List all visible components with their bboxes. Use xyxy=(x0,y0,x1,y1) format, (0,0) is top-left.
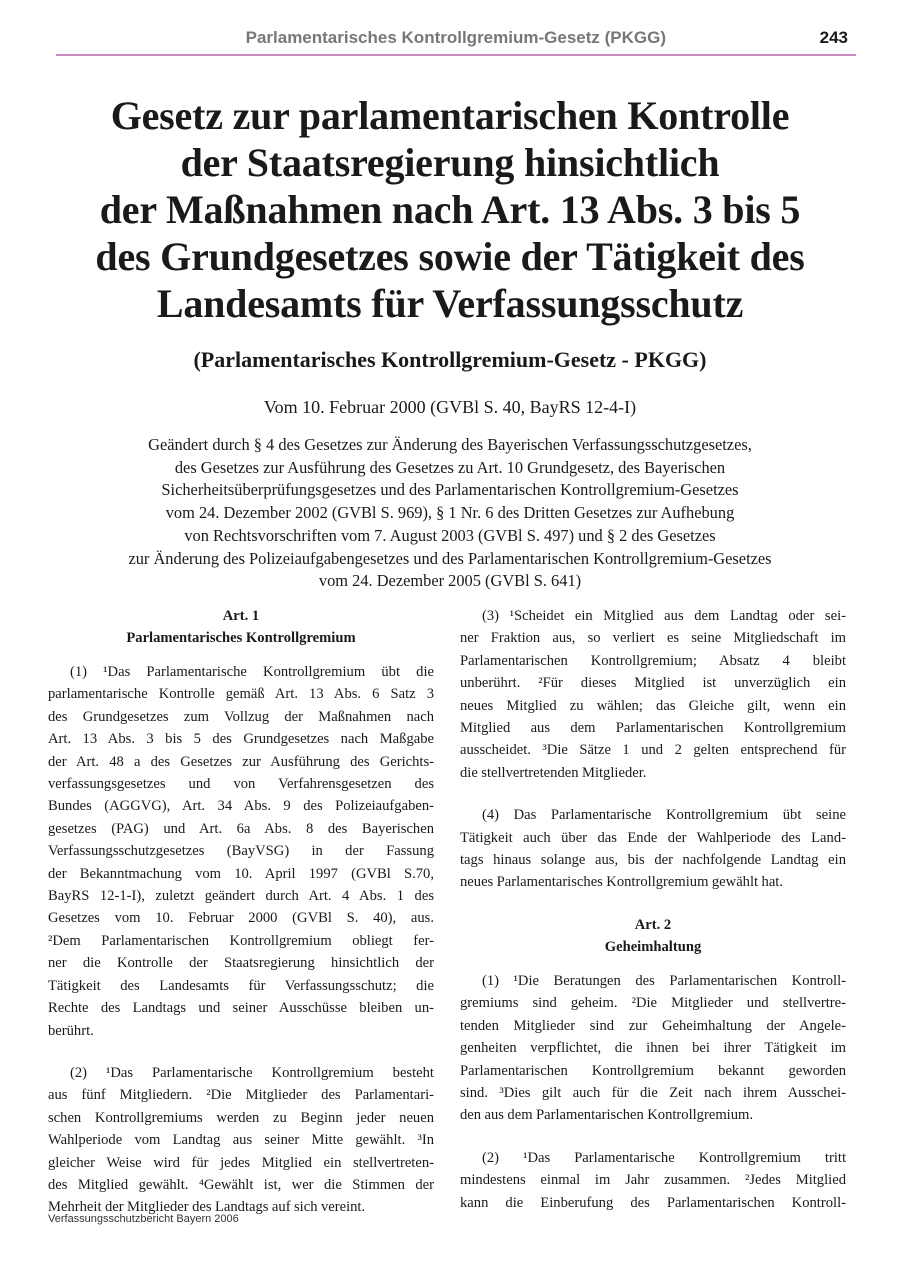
text-line: parlamentarische Kontrolle gemäß Art. 13 Abs. 6 Satz 3 xyxy=(48,686,434,703)
text-line: der Art. 48 a des Gesetzes zur Ausführung des Gerichts- xyxy=(48,753,434,770)
text-line: Verfassungsschutzgesetzes (BayVSG) in der Fassung xyxy=(48,843,434,860)
text-line: ²Dem Parlamentarischen Kontrollgremium obliegt fer- xyxy=(48,932,434,949)
text-line: genheiten verpflichtet, die ihnen bei ihrer Tätigkeit im xyxy=(460,1040,846,1057)
text-line: tenden Mitglieder sind zur Geheimhaltung der Angele- xyxy=(460,1017,846,1034)
title-line: Gesetz zur parlamentarischen Kontrolle xyxy=(110,93,790,138)
text-line: kann die Einberufung des Parlamentarischen Kontroll- xyxy=(460,1194,846,1211)
text-line: Tätigkeit auch über das Ende der Wahlperiode des Land- xyxy=(460,829,846,846)
text-line: neues Parlamentarisches Kontrollgremium gewählt hat. xyxy=(460,874,784,891)
right-column xyxy=(460,605,846,1234)
paragraph xyxy=(460,970,846,1127)
text-line: unberührt. ²Für dieses Mitglied ist unverzüglich ein xyxy=(460,675,846,692)
article-title: Geheimhaltung xyxy=(604,938,702,955)
amendment-line: Geändert durch § 4 des Gesetzes zur Änderung des Bayerischen Verfassungsschutzgesetzes, xyxy=(148,435,752,454)
text-line: Rechte des Landtags und seiner Ausschüsse bleiben un- xyxy=(48,1000,434,1017)
law-short-title: (Parlamentarisches Kontrollgremium-Gesetz - PKGG) xyxy=(193,347,707,372)
amendment-note xyxy=(30,434,870,593)
text-line: Art. 13 Abs. 3 bis 5 des Grundgesetzes nach Maßgabe xyxy=(48,731,434,748)
amendment-line: Sicherheitsüberprüfungsgesetzes und des Parlamentarischen Kontrollgremium-Gesetzes xyxy=(161,480,739,500)
title-line: der Maßnahmen nach Art. 13 Abs. 3 bis 5 xyxy=(99,187,801,232)
page-footer: Verfassungsschutzbericht Bayern 2006 xyxy=(48,1213,239,1225)
text-line: Mitglied aus dem Parlamentarischen Kontrollgremium xyxy=(460,720,846,737)
text-line: aus fünf Mitgliedern. ²Die Mitglieder des Parlamentari- xyxy=(48,1087,434,1104)
text-line: Parlamentarischen Kontrollgremium bekannt geworden xyxy=(460,1062,846,1079)
title-line: der Staatsregierung hinsichtlich xyxy=(180,140,720,185)
paragraph xyxy=(48,1062,434,1219)
text-line: den aus dem Parlamentarischen Kontrollgremium. xyxy=(460,1107,754,1124)
text-line: (3) ¹Scheidet ein Mitglied aus dem Landtag oder sei- xyxy=(482,608,846,624)
left-column xyxy=(48,605,434,1239)
text-line: gleicher Weise wird für jedes Mitglied ein stellvertreten- xyxy=(48,1154,434,1171)
text-line: tags hinaus solange aus, bis der nachfolgende Landtag ein xyxy=(460,852,846,869)
article-number: Art. 1 xyxy=(222,608,260,624)
amendment-line: vom 24. Dezember 2002 (GVBl S. 969), § 1 Nr. 6 des Dritten Gesetzes zur Aufhebung xyxy=(165,503,735,523)
text-line: berührt. xyxy=(48,1022,94,1039)
article-heading xyxy=(48,605,434,649)
article-title: Parlamentarisches Kontrollgremium xyxy=(126,630,356,646)
text-line: gesetzes (PAG) und Art. 6a Abs. 8 des Bayerischen xyxy=(48,820,434,837)
text-line: (2) ¹Das Parlamentarische Kontrollgremium tritt xyxy=(482,1149,846,1166)
amendment-line: des Gesetzes zur Ausführung des Gesetzes zu Art. 10 Grundgesetz, des Bayerischen xyxy=(174,457,726,477)
text-line: Wahlperiode vom Landtag aus seiner Mitte gewählt. ³In xyxy=(48,1132,434,1149)
text-line: gremiums sind geheim. ²Die Mitglieder und stellvertre- xyxy=(460,995,846,1012)
running-header xyxy=(56,26,856,56)
amendment-line: zur Änderung des Polizeiaufgabengesetzes und des Parlamentarischen Kontrollgremium-Gesetzes xyxy=(128,548,772,568)
page-number: 243 xyxy=(819,28,848,47)
text-line: die stellvertretenden Mitglieder. xyxy=(460,764,647,781)
text-line: Parlamentarischen Kontrollgremium; Absatz 4 bleibt xyxy=(460,652,846,669)
amendment-line: von Rechtsvorschriften vom 7. August 2003 (GVBl S. 497) und § 2 des Gesetzes xyxy=(184,525,716,545)
text-line: (1) ¹Die Beratungen des Parlamentarischen Kontroll- xyxy=(482,972,846,989)
text-line: schen Kontrollgremiums werden zu Beginn jeder neuen xyxy=(48,1109,434,1126)
amendment-line: vom 24. Dezember 2005 (GVBl S. 641) xyxy=(318,571,582,591)
text-line: Bundes (AGGVG), Art. 34 Abs. 9 des Polizeiaufgaben- xyxy=(48,798,434,815)
text-line: (2) ¹Das Parlamentarische Kontrollgremium besteht xyxy=(70,1064,434,1081)
article-number: Art. 2 xyxy=(634,916,672,933)
text-line: mindestens einmal im Jahr zusammen. ²Jedes Mitglied xyxy=(460,1172,846,1189)
running-title: Parlamentarisches Kontrollgremium-Gesetz (PKGG) xyxy=(245,28,666,47)
text-line: ner die Kontrolle der Staatsregierung hinsichtlich der xyxy=(48,955,434,972)
text-line: verfassungsgesetzes und von Verfahrensgesetzen des xyxy=(48,776,434,793)
text-line: der Bekanntmachung vom 10. April 1997 (GVBl S.70, xyxy=(48,865,434,882)
text-line: ausscheidet. ³Die Sätze 1 und 2 gelten entsprechend für xyxy=(460,742,846,759)
text-line: (1) ¹Das Parlamentarische Kontrollgremium übt die xyxy=(70,664,434,680)
text-line: des Grundgesetzes zum Vollzug der Maßnahmen nach xyxy=(48,708,434,725)
text-line: (4) Das Parlamentarische Kontrollgremium übt seine xyxy=(482,807,846,824)
text-line: sind. ³Dies gilt auch für die Zeit nach ihrem Ausschei- xyxy=(460,1084,846,1101)
text-line: neues Mitglied zu wählen; das Gleiche gilt, wenn ein xyxy=(460,697,846,714)
title-line: des Grundgesetzes sowie der Tätigkeit des xyxy=(95,234,805,279)
paragraph xyxy=(48,661,434,1042)
paragraph xyxy=(460,1147,846,1214)
text-line: BayRS 12-1-I), zuletzt geändert durch Art. 4 Abs. 1 des xyxy=(48,888,434,905)
paragraph xyxy=(460,605,846,784)
paragraph xyxy=(460,804,846,894)
law-title xyxy=(40,92,860,327)
text-line: Gesetzes vom 10. Februar 2000 (GVBl S. 40), aus. xyxy=(48,910,434,927)
date-line: Vom 10. Februar 2000 (GVBl S. 40, BayRS 12-4-I) xyxy=(263,397,637,417)
text-line: Tätigkeit des Landesamts für Verfassungsschutz; die xyxy=(48,977,434,994)
text-line: ner Fraktion aus, so verliert es seine Mitgliedschaft im xyxy=(460,630,846,647)
text-line: des Mitglied gewählt. ⁴Gewählt ist, wer die Stimmen der xyxy=(48,1176,434,1193)
article-heading xyxy=(460,914,846,958)
text-line: Mehrheit der Mitglieder des Landtags auf sich vereint. xyxy=(48,1199,366,1216)
title-line: Landesamts für Verfassungsschutz xyxy=(156,281,744,326)
